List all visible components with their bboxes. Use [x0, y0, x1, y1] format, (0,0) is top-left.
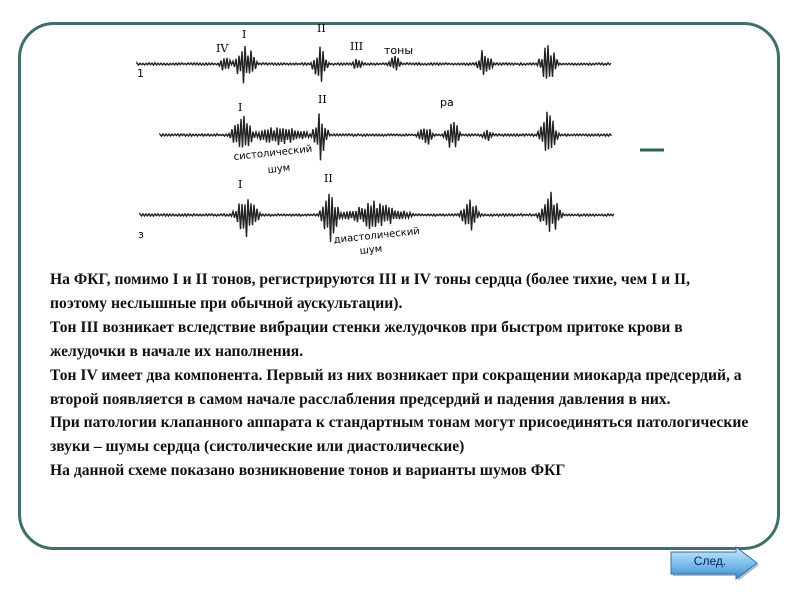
pcg-figure	[0, 0, 800, 260]
label-ii-row1: II	[317, 22, 326, 35]
label-i-row3: I	[238, 178, 243, 191]
label-iii: III	[350, 40, 364, 53]
row1-number: 1	[137, 67, 144, 80]
paragraph-3: Тон IV имеет два компонента. Первый из них возникает при сокращении миокарда предсердий, а второй появляется в самом начале расслабления предсердий и падения давления в них.	[50, 366, 742, 408]
label-i-row1: I	[242, 28, 247, 41]
diastolic-label-2: шум	[359, 243, 383, 257]
pcg-diagram	[0, 0, 800, 260]
paragraph-5: На данной схеме показано возникновение тонов и варианты шумов ФКГ	[50, 462, 566, 480]
systolic-label-2: шум	[267, 162, 291, 176]
label-ii-row2: II	[318, 93, 327, 106]
label-iv: IV	[216, 42, 229, 55]
row3-number: з	[138, 228, 144, 241]
tones-label: тоны	[384, 44, 414, 57]
pcg-trace-1	[137, 45, 611, 83]
row2-number: ра	[440, 96, 454, 109]
paragraph-2: Тон III возникает вследствие вибрации стенки желудочков при быстром притоке крови в желудочки в начале их наполнения.	[50, 318, 683, 360]
body-text	[50, 268, 750, 483]
label-ii-row3: II	[324, 172, 333, 185]
pcg-trace-2	[160, 112, 612, 161]
next-button-label: След.	[693, 554, 727, 568]
next-button[interactable]	[668, 546, 760, 580]
label-i-row2: I	[238, 101, 243, 114]
systolic-label-1: систолический	[233, 143, 313, 163]
paragraph-1: На ФКГ, помимо I и II тонов, регистрируются III и IV тоны сердца (более тихие, чем I и II, поэтому неслышные при обычной аускультации).	[50, 271, 691, 312]
diastolic-label-1: диастолический	[333, 226, 421, 246]
paragraph-4: При патологии клапанного аппарата к стандартным тонам могут присоединяться патологические звуки – шумы сердца (систолические или диастолические)	[50, 414, 749, 456]
